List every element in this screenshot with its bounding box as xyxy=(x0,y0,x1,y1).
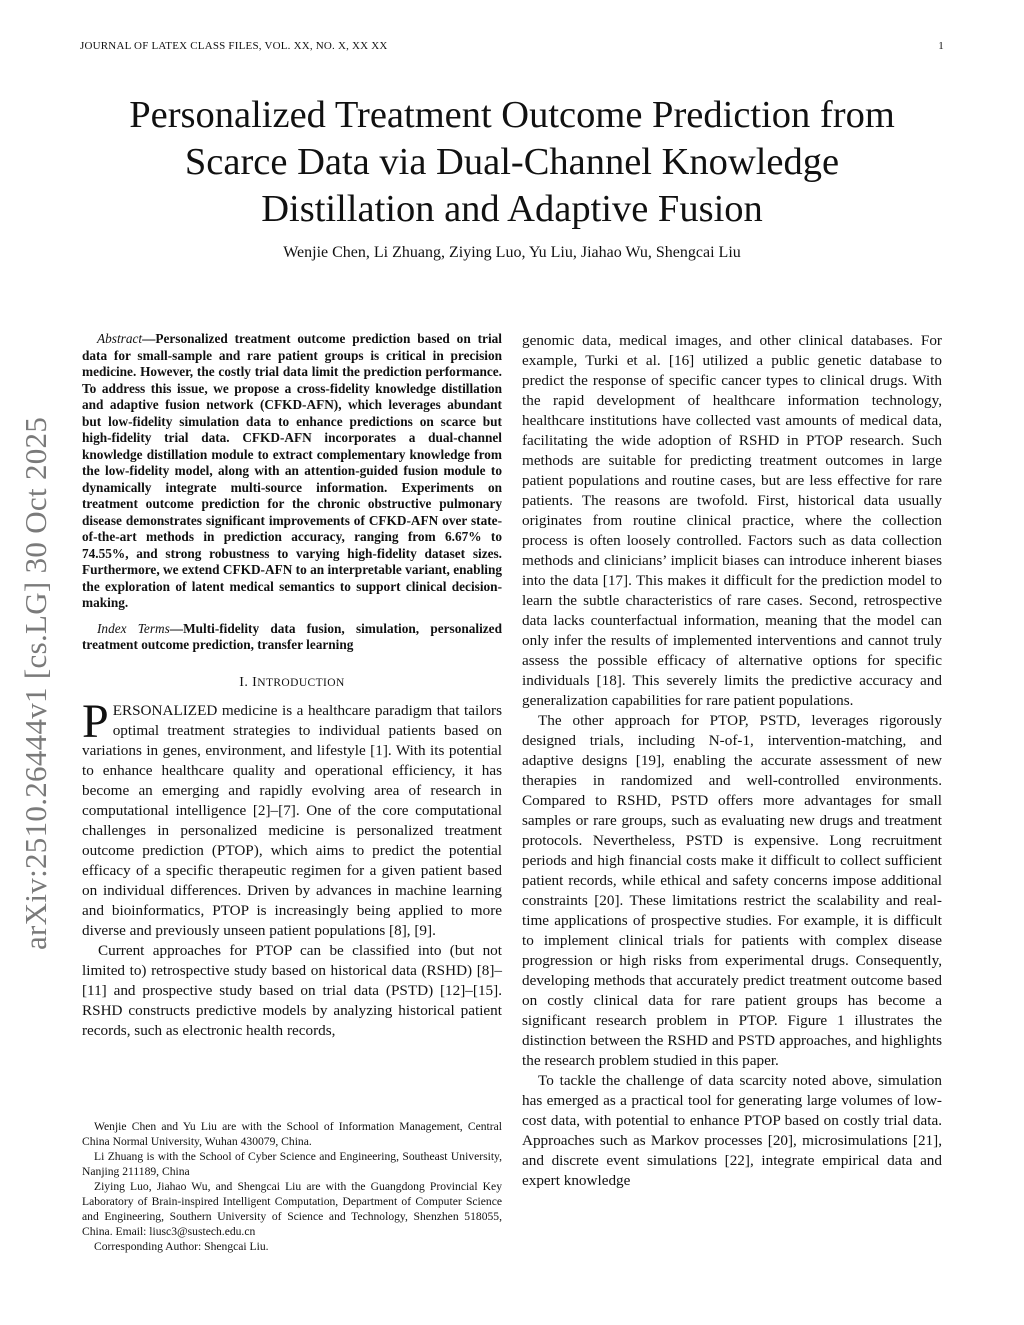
index-terms-heading: Index Terms xyxy=(97,620,170,636)
title-line: Scarce Data via Dual-Channel Knowledge xyxy=(184,141,840,183)
index-terms-text: —Multi-fidelity data fusion, simulation, personalized treatment outcome prediction, transfer learning xyxy=(82,620,502,652)
author-footnotes xyxy=(82,1119,502,1254)
journal-header: JOURNAL OF LATEX CLASS FILES, VOL. XX, NO. X, XX XX xyxy=(80,40,388,52)
section-title-initial: I xyxy=(252,674,258,690)
title-line: Distillation and Adaptive Fusion xyxy=(261,188,763,230)
intro-paragraph: Current approaches for PTOP can be classified into (but not limited to) retrospective study based on historical data (RSHD) [8]–[11] and prospective study based on trial data (PSTD) [12]–[15]. RSHD constructs predictive models by analyzing historical patient records, such as electronic health records, xyxy=(82,941,502,1039)
footnote: Li Zhuang is with the School of Cyber Science and Engineering, Southeast University, Nanjing 211189, China xyxy=(82,1150,502,1178)
intro-paragraph-text: ERSONALIZED medicine is a healthcare paradigm that tailors optimal treatment strategies to individual patients based on variations in genes, environment, and lifestyle [1]. With its potential to enhance healthcare quality and operational efficiency, it has become an emerging and rapidly evolving area of research in computational intelligence [2]–[7]. One of the core computational challenges in personalized medicine is personalized treatment outcome prediction (PTOP), which aims to predict the potential efficacy of a specific therapeutic regimen for a given patient based on individual differences. Driven by advances in machine learning and bioinformatics, PTOP is increasingly being applied to more diverse and previously unseen patient populations [8], [9]. xyxy=(82,701,502,939)
left-column xyxy=(82,331,502,1041)
footnote: Corresponding Author: Shengcai Liu. xyxy=(94,1240,269,1253)
abstract-heading: Abstract xyxy=(97,331,143,346)
arxiv-stamp[interactable]: arXiv:2510.26444v1 [cs.LG] 30 Oct 2025 xyxy=(18,416,53,950)
section-title-rest: NTRODUCTION xyxy=(257,676,345,689)
footnote: Ziying Luo, Jiahao Wu, and Shengcai Liu are with the Guangdong Provincial Key Laboratory of Brain-inspired Intelligent Computation, Department of Computer Science and Engineering, Southern University of Science and Technology, Shenzhen 518055, China. Email: liusc3@sustech.edu.cn xyxy=(82,1180,502,1238)
index-terms xyxy=(82,621,502,654)
section-heading-introduction xyxy=(82,673,502,693)
footnote: Wenjie Chen and Yu Liu are with the School of Information Management, Central China Normal University, Wuhan 430079, China. xyxy=(82,1120,502,1148)
right-column xyxy=(522,331,942,1191)
page-number: 1 xyxy=(938,40,944,52)
abstract-text: —Personalized treatment outcome prediction based on trial data for small-sample and rare patient groups is critical in precision medicine. However, the costly trial data limit the prediction performance. To address this issue, we propose a cross-fidelity knowledge distillation and adaptive fusion network (CFKD-AFN), which leverages abundant but low-fidelity simulation data to enhance predictions on scarce but high-fidelity trial data. CFKD-AFN incorporates a dual-channel knowledge distillation module to extract complementary knowledge from the low-fidelity model, along with an attention-guided fusion module to dynamically integrate multi-source information. Experiments on treatment outcome prediction for the chronic obstructive pulmonary disease demonstrates significant improvements of CFKD-AFN over state-of-the-art methods in prediction accuracy, ranging from 6.67% to 74.55%, and strong robustness to varying high-fidelity dataset sizes. Furthermore, we extend CFKD-AFN to an interpretable variant, enabling the exploration of latent medical semantics to support clinical decision-making. xyxy=(82,331,502,610)
intro-paragraph xyxy=(82,694,502,941)
body-paragraph: To tackle the challenge of data scarcity noted above, simulation has emerged as a practical tool for generating large volumes of low-cost data, with potential to enhance PTOP based on costly trial data. Approaches such as Markov processes [20], microsimulations [21], and discrete event simulations [22], integrate empirical data and expert knowledge xyxy=(522,1072,942,1189)
body-paragraph: The other approach for PTOP, PSTD, leverages rigorously designed trials, including N-of-1, intervention-matching, and adaptive designs [19], enabling the accurate assessment of new therapies in randomized and well-controlled environments. Compared to RSHD, PSTD offers more advantages for small samples or rare groups, such as evaluating new drugs and treatment protocols. Nevertheless, PSTD is expensive. Long recruitment periods and high financial costs make it difficult to collect sufficient patient records, while ethical and safety concerns impose additional constraints [20]. These limitations restrict the scalability and real-time applications of prospective studies. For example, it is difficult to implement clinical trials for patients with complex disease progression or high risks from experimental drugs. Consequently, developing methods that accurately predict treatment outcome based on costly clinical data for rare patient groups has become a significant research problem in PTOP. Figure 1 illustrates the distinction between the RSHD and PSTD approaches, and highlights the research problem studied in this paper. xyxy=(522,712,942,1069)
author-list: Wenjie Chen, Li Zhuang, Ziying Luo, Yu Liu, Jiahao Wu, Shengcai Liu xyxy=(283,244,741,261)
abstract xyxy=(82,331,502,612)
section-number: I. xyxy=(239,674,253,690)
body-paragraph: genomic data, medical images, and other clinical databases. For example, Turki et al. [16] utilized a public genetic database to predict the response of specific cancer types to clinical drugs. With the rapid development of healthcare information technology, healthcare institutions have collected vast amounts of medical data, facilitating the wide adoption of RSHD in PTOP research. Such methods are suitable for predicting treatment outcomes in large patient populations and routine cases, but are less effective for rare patients. The reasons are twofold. First, historical data usually originates from routine clinical practice, where the collection process is often loosely controlled. Factors such as data collection methods and clinicians’ implicit biases can introduce inherent biases into the data [17]. This makes it difficult for the prediction model to learn the subtle characteristics of rare cases. Second, retrospective data lacks counterfactual information, meaning that the model can only infer the results of implemented interventions and cannot truly assess the possible efficacy of alternative options for specific individuals [18]. This severely limits the predictive accuracy and generalization capabilities for rare patient populations. xyxy=(522,332,942,709)
title-line: Personalized Treatment Outcome Prediction from xyxy=(129,94,895,136)
drop-cap: P xyxy=(82,694,109,748)
paper-title xyxy=(60,92,964,233)
